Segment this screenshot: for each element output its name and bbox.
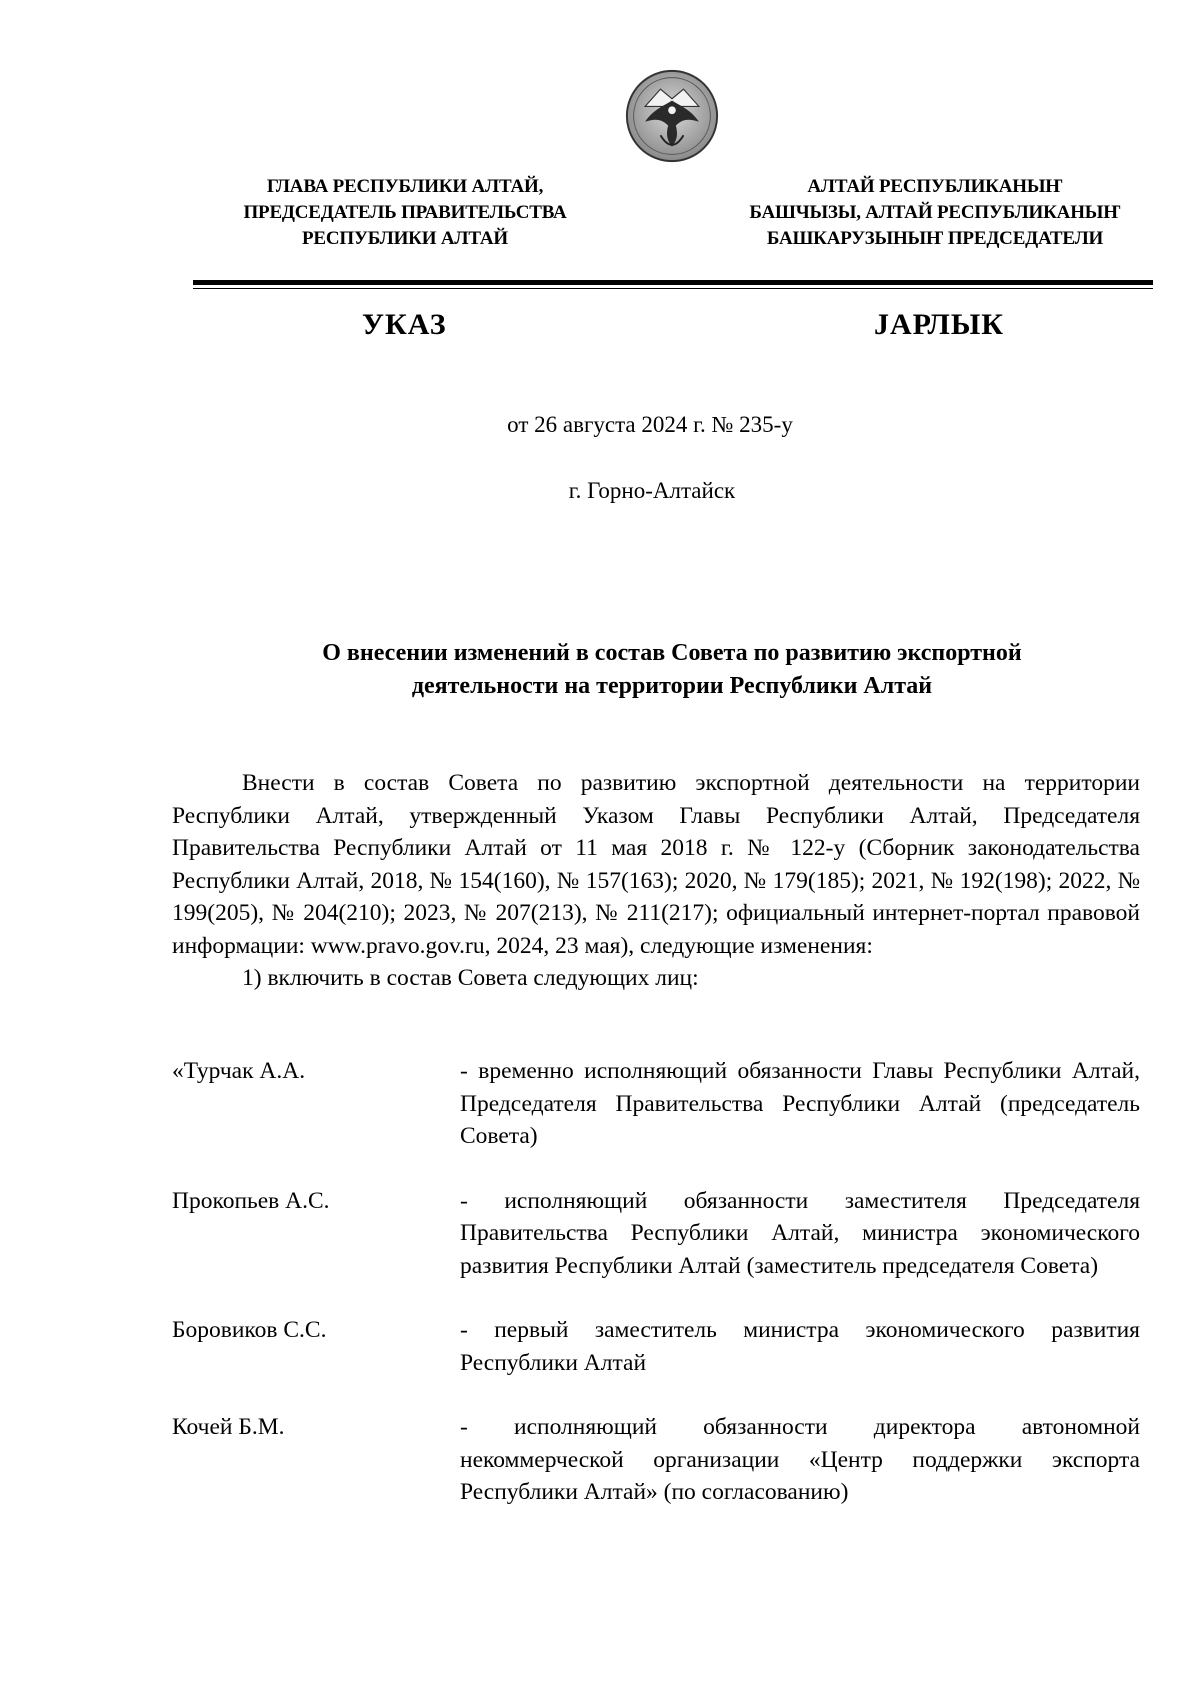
member-name: Боровиков С.С.	[172, 1317, 327, 1343]
header-divider-thick	[193, 280, 1153, 285]
doc-type-russian: УКАЗ	[362, 308, 447, 341]
member-row	[172, 1185, 1140, 1283]
member-name: Прокопьев А.С.	[172, 1187, 330, 1214]
doc-type-altai: JАРЛЫК	[874, 308, 1005, 341]
document-title	[172, 637, 1172, 703]
member-role: - первый заместитель министра экономического развития Республики Алтай	[460, 1317, 1140, 1376]
member-row	[172, 1314, 1140, 1379]
title-line: О внесении изменений в состав Совета по развитию экспортной	[322, 640, 1022, 666]
issuer-line: РЕСПУБЛИКИ АЛТАЙ	[302, 228, 508, 249]
issuer-line: БАШКАРУЗЫНЫҤ ПРЕДСЕДАТЕЛИ	[766, 228, 1104, 249]
city-line: г. Горно-Алтайск	[568, 478, 736, 503]
member-role: - временно исполняющий обязанности Главы Республики Алтай, Председателя Правительства Республики Алтай (председатель Совета)	[460, 1058, 1140, 1149]
member-role: - исполняющий обязанности директора автономной некоммерческой организации «Центр поддержки экспорта Республики Алтай» (по согласованию)	[460, 1414, 1140, 1505]
issuer-line: БАШЧЫЗЫ, АЛТАЙ РЕСПУБЛИКАНЫҤ	[749, 202, 1121, 223]
member-name: Кочей Б.М.	[172, 1414, 285, 1440]
document-body	[172, 767, 1140, 995]
body-paragraph: Внести в состав Совета по развитию экспортной деятельности на территории Республики Алтай, утвержденный Указом Главы Республики Алтай, Председателя Правительства Республики Алтай от 11 мая 2018 г. № 122-у (Сборник законодательства Республики Алтай, 2018, № 154(160), № 157(163); 2020, № 179(185); 2021, № 192(198); 2022, № 199(205), № 204(210); 2023, № 207(213), № 211(217); официальный интернет-портал правовой информации: www.pravo.gov.ru, 2024, 23 мая), следующие изменения:	[172, 770, 1140, 959]
coat-of-arms-icon	[624, 68, 720, 164]
member-row	[172, 1055, 1140, 1153]
title-line: деятельности на территории Республики Алтай	[411, 673, 933, 699]
list-item-1: 1) включить в состав Совета следующих лиц:	[242, 965, 699, 991]
member-name: «Турчак А.А.	[172, 1058, 306, 1084]
issuer-line: АЛТАЙ РЕСПУБЛИКАНЫҤ	[807, 176, 1063, 197]
member-role: - исполняющий обязанности заместителя Председателя Правительства Республики Алтай, министра экономического развития Республики Алтай (заместитель председателя Совета)	[460, 1187, 1140, 1279]
member-row	[172, 1411, 1140, 1509]
issuer-title-altai	[705, 174, 1165, 252]
issuer-title-russian	[175, 174, 635, 252]
date-number-line: от 26 августа 2024 г. № 235-у	[507, 412, 793, 437]
members-list	[172, 1055, 1140, 1541]
header-divider-thin	[193, 288, 1153, 289]
issuer-line: ГЛАВА РЕСПУБЛИКИ АЛТАЙ,	[266, 176, 544, 197]
issuer-line: ПРЕДСЕДАТЕЛЬ ПРАВИТЕЛЬСТВА	[243, 202, 567, 223]
